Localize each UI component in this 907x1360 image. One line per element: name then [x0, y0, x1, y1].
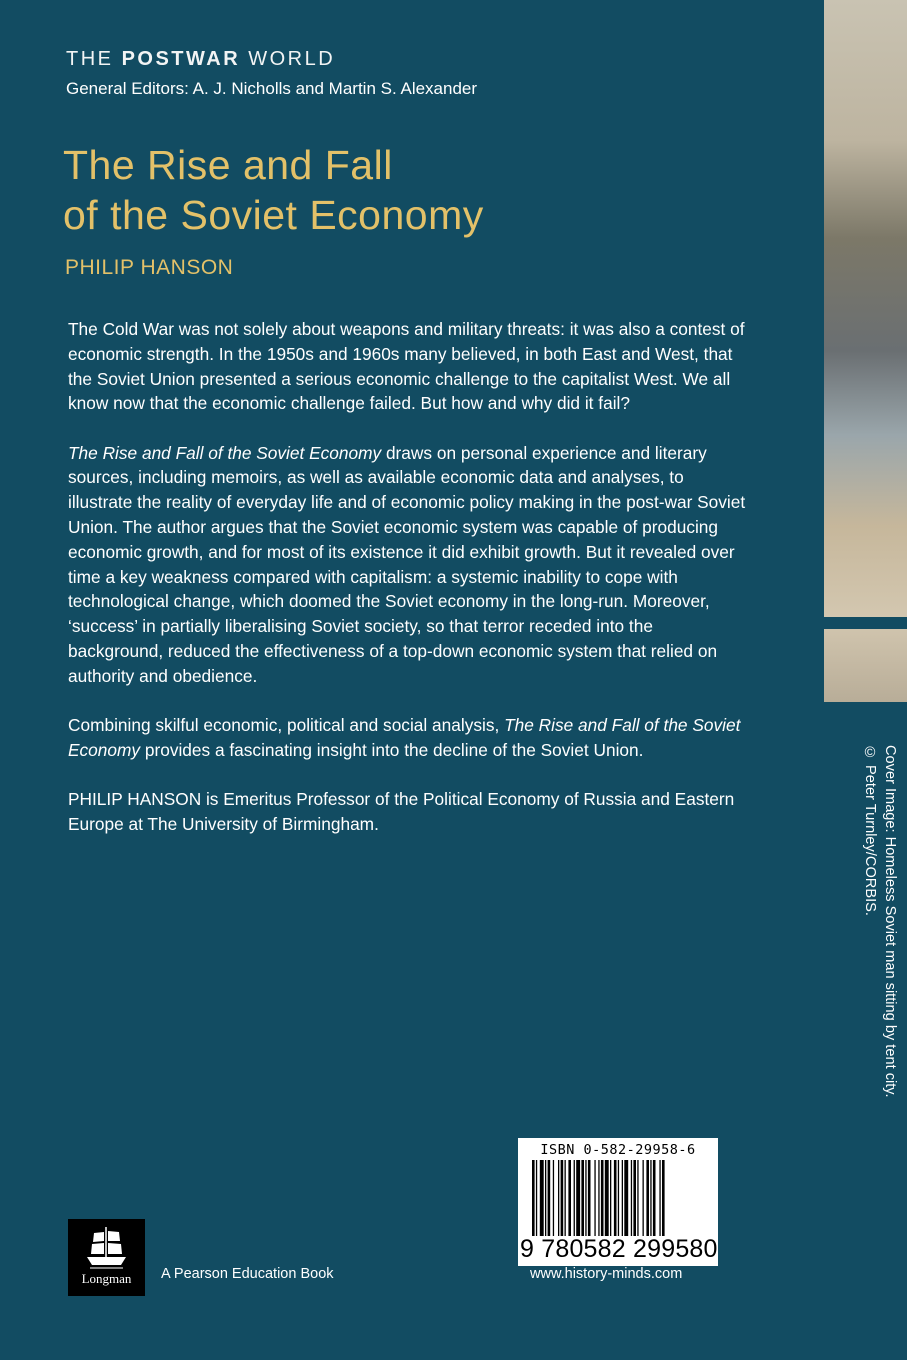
website-url: www.history-minds.com — [530, 1266, 683, 1282]
barcode-bar — [576, 1160, 580, 1236]
barcode-bar — [548, 1160, 551, 1236]
barcode-bar — [614, 1160, 617, 1236]
book-title — [63, 140, 484, 240]
series-prefix: THE — [66, 48, 122, 70]
barcode-bar — [536, 1160, 537, 1236]
blurb-paragraph-3-end: provides a fascinating insight into the decline of the Soviet Union. — [140, 739, 644, 760]
barcode-bar — [650, 1160, 651, 1236]
barcode-bar — [568, 1160, 571, 1236]
barcode — [532, 1160, 704, 1236]
barcode-bar — [653, 1160, 656, 1236]
cover-credit-line-1: Cover Image: Homeless Soviet man sitting by tent city. — [882, 745, 898, 1098]
longman-logo — [68, 1219, 145, 1296]
barcode-bar — [561, 1160, 564, 1236]
title-line-1: The Rise and Fall — [63, 142, 393, 188]
barcode-bar — [594, 1160, 595, 1236]
barcode-bar — [622, 1160, 623, 1236]
series-suffix: WORLD — [240, 48, 336, 70]
barcode-bar — [631, 1160, 632, 1236]
barcode-bar — [581, 1160, 584, 1236]
isbn-barcode-block — [518, 1138, 718, 1266]
barcode-bar — [643, 1160, 644, 1236]
blurb-paragraph-1: The Cold War was not solely about weapons and military threats: it was also a contest of economic strength. In the 1950s and 1960s many believed, in both East and West, that the Soviet Union presented a serious economic challenge to the capitalist West. We all know now that the economic challenge failed. But how and why did it fail? — [68, 319, 745, 414]
ship-icon — [84, 1225, 129, 1271]
barcode-bar — [574, 1160, 575, 1236]
cover-photo-strip — [824, 0, 907, 702]
barcode-bar — [610, 1160, 611, 1236]
barcode-bar — [662, 1160, 665, 1236]
blurb — [68, 317, 748, 861]
barcode-bar — [633, 1160, 636, 1236]
barcode-digits: 9 780582 299580 — [520, 1235, 718, 1263]
barcode-bar — [624, 1160, 628, 1236]
general-editors: General Editors: A. J. Nicholls and Martin S. Alexander — [66, 79, 478, 98]
barcode-bar — [553, 1160, 554, 1236]
barcode-bar — [545, 1160, 546, 1236]
barcode-bar — [558, 1160, 559, 1236]
series-bold: POSTWAR — [121, 48, 241, 70]
barcode-bar — [601, 1160, 604, 1236]
book-title-italic: The Rise and Fall of the Soviet Economy — [68, 715, 741, 760]
title-line-2: of the Soviet Economy — [63, 192, 484, 238]
photo-divider — [824, 617, 907, 629]
longman-logo-text: Longman — [81, 1271, 132, 1286]
blurb-paragraph-2 — [68, 441, 748, 689]
author-name: PHILIP HANSON — [65, 256, 234, 279]
barcode-bar — [532, 1160, 535, 1236]
barcode-bar — [585, 1160, 586, 1236]
barcode-bar — [588, 1160, 591, 1236]
isbn-label: ISBN 0-582-29958-6 — [540, 1142, 696, 1158]
barcode-bar — [659, 1160, 660, 1236]
barcode-bar — [637, 1160, 638, 1236]
blurb-paragraph-2-text: draws on personal experience and literary sources, including memoirs, as well as available economic data and analyses, to illustrate the reality of everyday life and of economic policy making in the post-war Soviet Union. The author argues that the Soviet economic system was capable of producing economic growth, and for most of its existence it did exhibit growth. But it revealed over time a key weakness compared with capitalism: a systemic inability to cope with technological change, which doomed the Soviet economy in the long-run. Moreover, ‘success’ in partially liberalising Soviet society, so that terror receded into the background, reduced the effectiveness of a top-down economic system that relied on authority and obedience. — [68, 442, 746, 686]
barcode-bar — [598, 1160, 599, 1236]
blurb-paragraph-3-start: Combining skilful economic, political and social analysis, — [68, 715, 505, 736]
barcode-bar — [646, 1160, 649, 1236]
barcode-bar — [565, 1160, 566, 1236]
author-bio: PHILIP HANSON is Emeritus Professor of the Political Economy of Russia and Eastern Europe at The University of Birmingham. — [68, 789, 735, 835]
barcode-bar — [605, 1160, 609, 1236]
publisher-imprint: A Pearson Education Book — [161, 1266, 334, 1282]
book-title-italic: The Rise and Fall of the Soviet Economy — [68, 442, 382, 463]
cover-credit — [860, 745, 900, 1098]
barcode-bar — [618, 1160, 619, 1236]
blurb-paragraph-3 — [68, 713, 748, 763]
barcode-bar — [540, 1160, 544, 1236]
series-name — [66, 48, 335, 71]
cover-credit-line-2: © Peter Turnley/CORBIS. — [862, 745, 878, 916]
